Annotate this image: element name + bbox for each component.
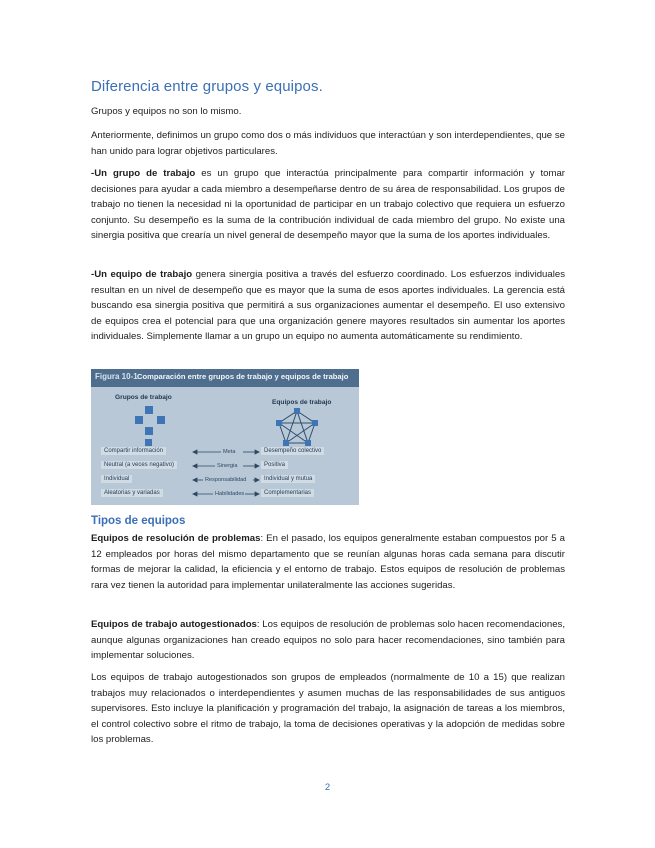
page-number: 2 <box>324 782 331 793</box>
row-right-3: Individual y mutua <box>261 475 315 483</box>
left-header: Grupos de trabajo <box>115 394 172 401</box>
row-mid-2: Sinergia <box>217 463 238 469</box>
grupo-text: es un grupo que interactúa principalmente para compartir información y tomar decisiones para ayudar a cada miembro a desempeñarse dentro de su área de responsabilidad. Los grupos de trabajo no tienen la necesidad ni la oportunidad de participar en un trabajo colectivo que requiera un esfuerzo conjunto. Su desempeño es la suma de la contribución individual de cada miembro del grupo. No existe una sinergia positiva que crearía un nivel general de desempeño mayor que la suma de los aportes individuales. <box>91 168 565 242</box>
autogestionados-detail-paragraph: Los equipos de trabajo autogestionados son grupos de empleados (normalmente de 10 a 15) que realizan trabajos muy relacionados o interdependientes y asumen muchas de las responsabilidades de sus antiguos supervisores. Esto incluye la planificación y programación del trabajo, la asignación de tareas a los miembros, el control colectivo sobre el ritmo de trabajo, la toma de decisiones operativas y la adopción de medidas sobre los problemas. <box>91 672 565 746</box>
equipo-paragraph <box>91 267 565 345</box>
grupo-label: -Un grupo de trabajo <box>91 168 196 179</box>
resolucion-text: : En el pasado, los equipos generalmente estaban compuestos por 5 a 12 empleados por horas del mismo departamento que se reunían algunas horas cada semana para discutir formas de mejorar la calidad, la eficiencia y el entorno de trabajo. Estos equipos de resolución de problemas rara vez tienen la autoridad para implementar unilateralmente las acciones sugeridas. <box>91 533 565 591</box>
figure-header <box>91 369 359 387</box>
row-left-3: Individual <box>101 475 132 483</box>
row-left-2: Neutral (a veces negativo) <box>101 461 177 469</box>
row-left-1: Compartir información <box>101 447 166 455</box>
resolucion-paragraph <box>91 531 565 593</box>
autogestionados-paragraph <box>91 617 565 664</box>
row-mid-3: Responsabilidad <box>205 477 247 483</box>
figure-title: Comparación entre grupos de trabajo y equipos de trabajo <box>137 372 349 381</box>
autogestionados-text: : Los equipos de resolución de problemas solo hacen recomendaciones, aunque algunas organizaciones han creado equipos no solo para hacer recomendaciones, sino también para implementar soluciones. <box>91 619 565 662</box>
figure-number: Figura 10-1 <box>95 372 138 381</box>
right-header: Equipos de trabajo <box>272 399 332 406</box>
resolucion-label: Equipos de resolución de problemas <box>91 533 261 544</box>
comparison-figure <box>91 369 359 505</box>
grupo-paragraph <box>91 166 565 244</box>
equipo-label: -Un equipo de trabajo <box>91 269 193 280</box>
pentagon-network-icon <box>274 407 320 447</box>
arrow-icon <box>191 447 261 503</box>
row-right-2: Positiva <box>261 461 288 469</box>
row-right-1: Desempeño colectivo <box>261 447 324 455</box>
autogestionados-label: Equipos de trabajo autogestionados <box>91 619 257 630</box>
page-title: Diferencia entre grupos y equipos. <box>91 78 323 95</box>
equipo-text: genera sinergia positiva a través del esfuerzo coordinado. Los esfuerzos individuales resultan en un nivel de desempeño que es mayor que la suma de esos aportes individuales. La gerencia está buscando esa sinergia positiva que permitirá a sus organizaciones aumentar el desempeño. El uso extensivo de equipos crea el potencial para que una organización genere mayores resultados sin aumentar los aportes individuales. Simplemente llamar a un grupo un equipo no aumenta automáticamente su rendimiento. <box>91 269 565 343</box>
row-left-4: Aleatorias y variadas <box>101 489 163 497</box>
definition-paragraph: Anteriormente, definimos un grupo como dos o más individuos que interactúan y son interdependientes, que se han unido para lograr objetivos particulares. <box>91 130 565 157</box>
row-right-4: Complementarias <box>261 489 314 497</box>
row-mid-4: Habilidades <box>215 491 245 497</box>
intro-paragraph: Grupos y equipos no son lo mismo. <box>91 106 242 117</box>
row-mid-1: Meta <box>223 449 236 455</box>
section-heading: Tipos de equipos <box>91 515 186 527</box>
